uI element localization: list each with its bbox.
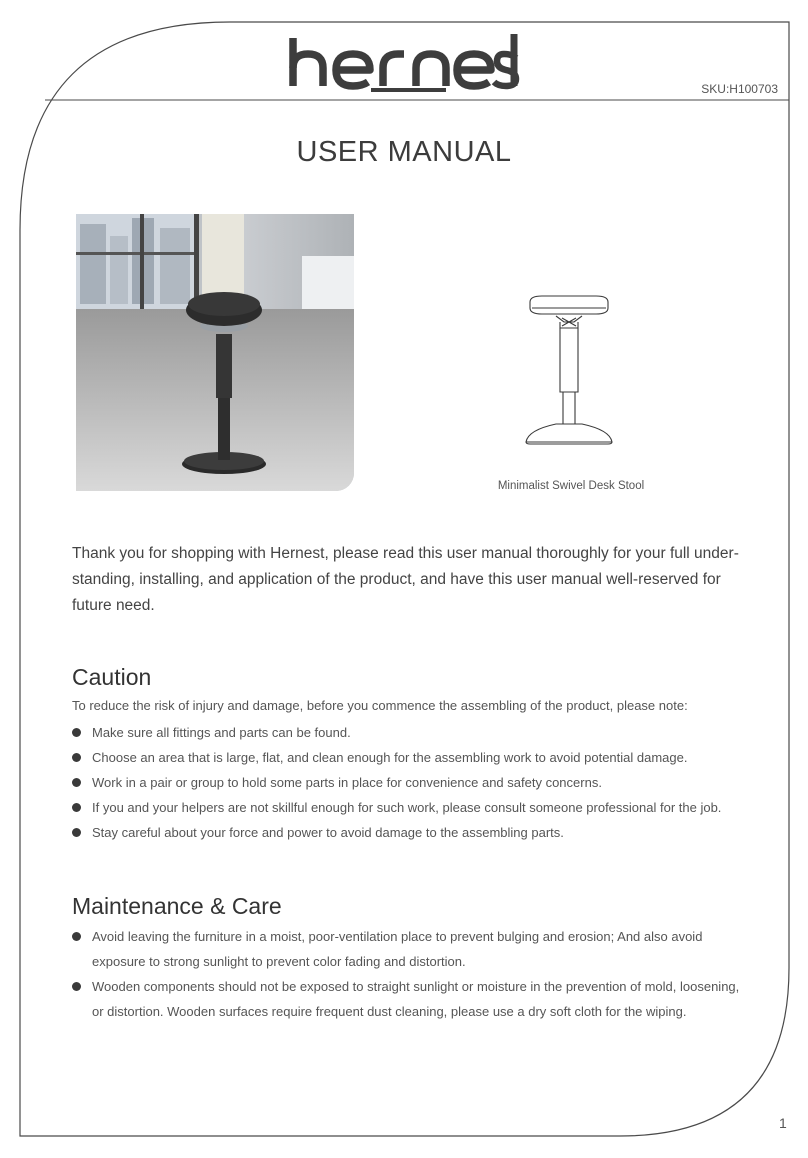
caution-heading: Caution xyxy=(72,664,152,690)
intro-paragraph: Thank you for shopping with Hernest, please read this user manual thoroughly for your full under-standing, installing, and application of the product, and have this user manual well-reserved for future need. xyxy=(72,545,739,614)
care-heading: Maintenance & Care xyxy=(72,893,282,919)
bullet-icon xyxy=(72,828,81,837)
page-title: USER MANUAL xyxy=(296,136,512,168)
product-caption: Minimalist Swivel Desk Stool xyxy=(497,480,645,492)
bullet-icon xyxy=(72,932,81,941)
product-photo xyxy=(76,214,354,491)
page-number: 1 xyxy=(779,1115,787,1131)
list-item xyxy=(72,745,752,770)
bullet-icon xyxy=(72,803,81,812)
bullet-icon xyxy=(72,982,81,991)
sku-label: SKU:H100703 xyxy=(701,82,778,96)
stool-line-drawing xyxy=(516,288,622,454)
list-item xyxy=(72,924,752,974)
caution-list xyxy=(72,720,752,845)
list-item-text: Stay careful about your force and power to avoid damage to the assembling parts. xyxy=(92,825,564,840)
bullet-icon xyxy=(72,728,81,737)
caution-lead: To reduce the risk of injury and damage, before you commence the assembling of the product, please note: xyxy=(72,698,688,713)
hernest-logo xyxy=(286,30,522,92)
list-item xyxy=(72,770,752,795)
list-item-text: Wooden components should not be exposed to straight sunlight or moisture in the prevention of mold, loosening, or distortion. Wooden surfaces require frequent dust cleaning, please use a dry soft cloth for the wiping. xyxy=(92,979,740,1019)
list-item xyxy=(72,974,752,1024)
list-item-text: Make sure all fittings and parts can be found. xyxy=(92,725,351,740)
bullet-icon xyxy=(72,778,81,787)
list-item xyxy=(72,820,752,845)
list-item-text: Work in a pair or group to hold some parts in place for convenience and safety concerns. xyxy=(92,775,602,790)
bullet-icon xyxy=(72,753,81,762)
list-item-text: Avoid leaving the furniture in a moist, poor-ventilation place to prevent bulging and erosion; And also avoid exposure to strong sunlight to prevent color fading and distortion. xyxy=(92,929,703,969)
list-item-text: Choose an area that is large, flat, and clean enough for the assembling work to avoid potential damage. xyxy=(92,750,688,765)
list-item-text: If you and your helpers are not skillful enough for such work, please consult someone professional for the job. xyxy=(92,800,722,815)
list-item xyxy=(72,795,752,820)
care-list xyxy=(72,924,752,1024)
list-item xyxy=(72,720,752,745)
